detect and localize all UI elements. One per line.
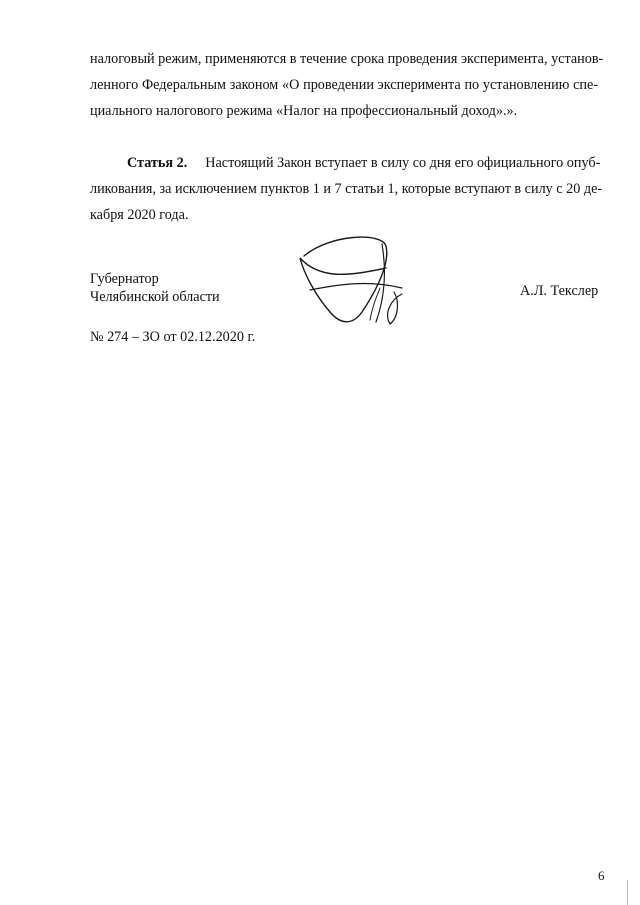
signer-title-line-2: Челябинской области [90, 289, 220, 305]
article2-label: Статья 2. [127, 155, 188, 171]
paragraph1-line-3: циального налогового режима «Налог на профессиональный доход».». [90, 103, 518, 119]
page-number: 6 [598, 868, 605, 883]
signer-name: А.Л. Текслер [520, 283, 599, 299]
handwritten-signature [290, 228, 420, 338]
article2-line-2: ликования, за исключением пунктов 1 и 7 статьи 1, которые вступают в силу с 20 де- [90, 181, 603, 197]
paragraph1-line-1: налоговый режим, применяются в течение срока проведения эксперимента, установ- [90, 51, 604, 67]
article2-line-3: кабря 2020 года. [90, 207, 189, 223]
article2-line-1-text: Настоящий Закон вступает в силу со дня его официального опуб- [205, 155, 601, 171]
law-number-and-date: № 274 – ЗО от 02.12.2020 г. [90, 329, 256, 345]
article2-line-1 [127, 154, 601, 172]
scan-edge-mark [627, 880, 628, 905]
paragraph1-line-2: ленного Федеральным законом «О проведении эксперимента по установлению спе- [90, 77, 598, 93]
signer-title-line-1: Губернатор [90, 271, 159, 287]
